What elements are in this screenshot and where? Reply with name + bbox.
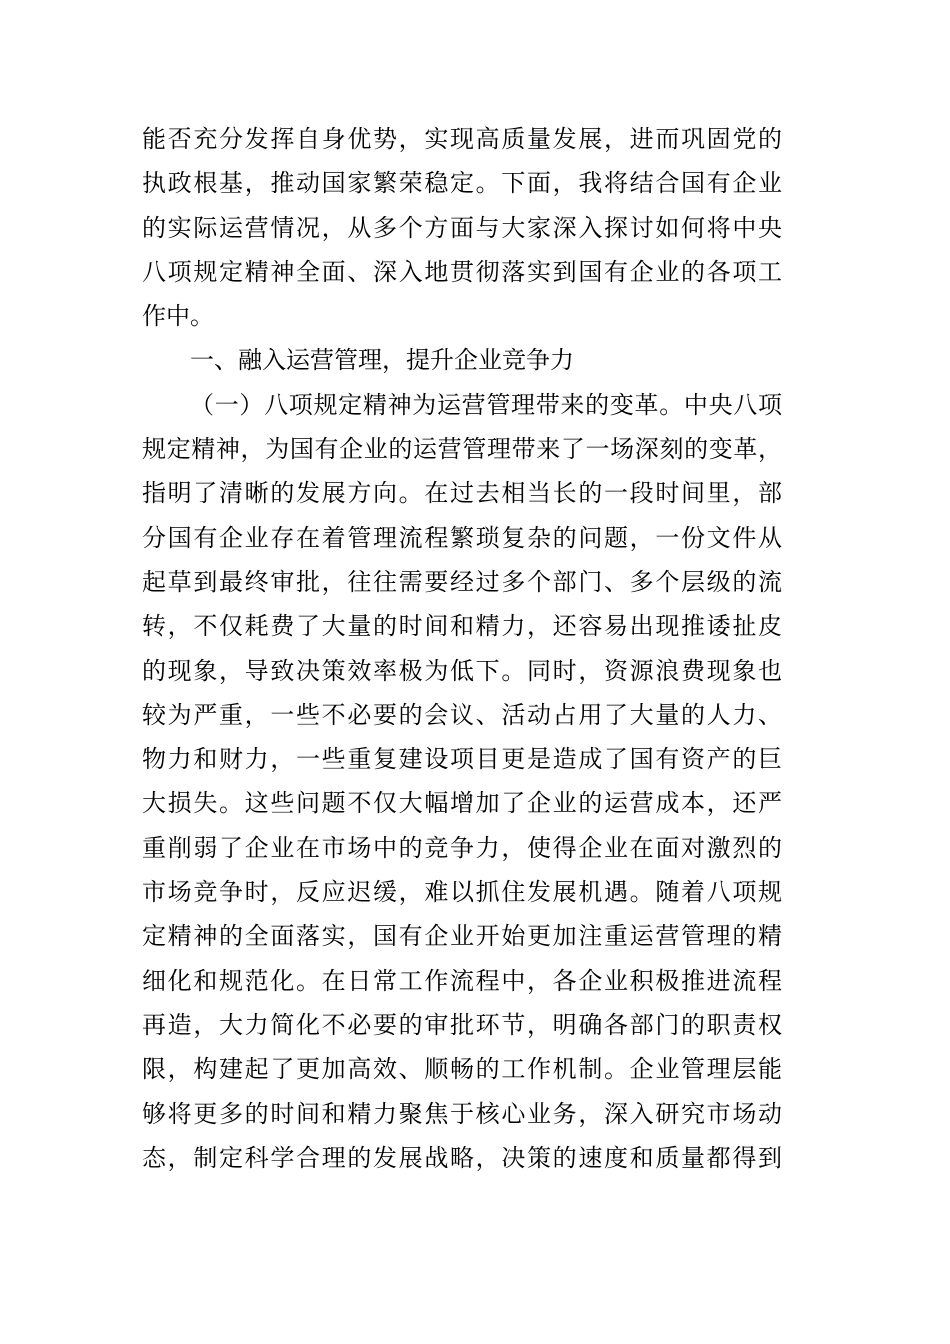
text-line: 的现象，导致决策效率极为低下。同时，资源浪费现象也 (142, 657, 782, 685)
document-text-block (142, 118, 782, 1181)
text-line: 的实际运营情况，从多个方面与大家深入探讨如何将中央 (142, 214, 782, 242)
text-line: 转，不仅耗费了大量的时间和精力，还容易出现推诿扯皮 (142, 613, 782, 641)
text-line: 八项规定精神全面、深入地贯彻落实到国有企业的各项工 (142, 258, 782, 286)
subsection-paragraph (142, 384, 782, 1181)
text-line: 细化和规范化。在日常工作流程中，各企业积极推进流程 (142, 967, 782, 995)
text-line: 限，构建起了更加高效、顺畅的工作机制。企业管理层能 (142, 1056, 782, 1084)
text-line: 执政根基，推动国家繁荣稳定。下面，我将结合国有企业 (142, 170, 782, 198)
text-line: （一）八项规定精神为运营管理带来的变革。中央八项 (190, 391, 782, 419)
text-line: 一、融入运营管理，提升企业竞争力 (190, 347, 574, 375)
text-line: 重削弱了企业在市场中的竞争力，使得企业在面对激烈的 (142, 834, 782, 862)
continuation-paragraph (142, 118, 782, 339)
text-line: 较为严重，一些不必要的会议、活动占用了大量的人力、 (142, 701, 782, 729)
text-line: 起草到最终审批，往往需要经过多个部门、多个层级的流 (142, 568, 782, 596)
text-line: 分国有企业存在着管理流程繁琐复杂的问题，一份文件从 (142, 524, 782, 552)
text-line: 市场竞争时，反应迟缓，难以抓住发展机遇。随着八项规 (142, 879, 782, 907)
text-line: 能否充分发挥自身优势，实现高质量发展，进而巩固党的 (142, 126, 782, 153)
text-line: 规定精神，为国有企业的运营管理带来了一场深刻的变革， (142, 436, 782, 464)
text-line: 作中。 (142, 303, 214, 331)
text-line: 指明了清晰的发展方向。在过去相当长的一段时间里，部 (142, 480, 782, 508)
text-line: 够将更多的时间和精力聚焦于核心业务，深入研究市场动 (142, 1100, 782, 1128)
text-line: 再造，大力简化不必要的审批环节，明确各部门的职责权 (142, 1011, 782, 1039)
text-line: 定精神的全面落实，国有企业开始更加注重运营管理的精 (142, 923, 782, 951)
text-line: 态，制定科学合理的发展战略，决策的速度和质量都得到 (142, 1144, 782, 1172)
text-line: 大损失。这些问题不仅大幅增加了企业的运营成本，还严 (142, 790, 782, 818)
section-heading (142, 339, 782, 383)
text-line: 物力和财力，一些重复建设项目更是造成了国有资产的巨 (142, 746, 782, 774)
